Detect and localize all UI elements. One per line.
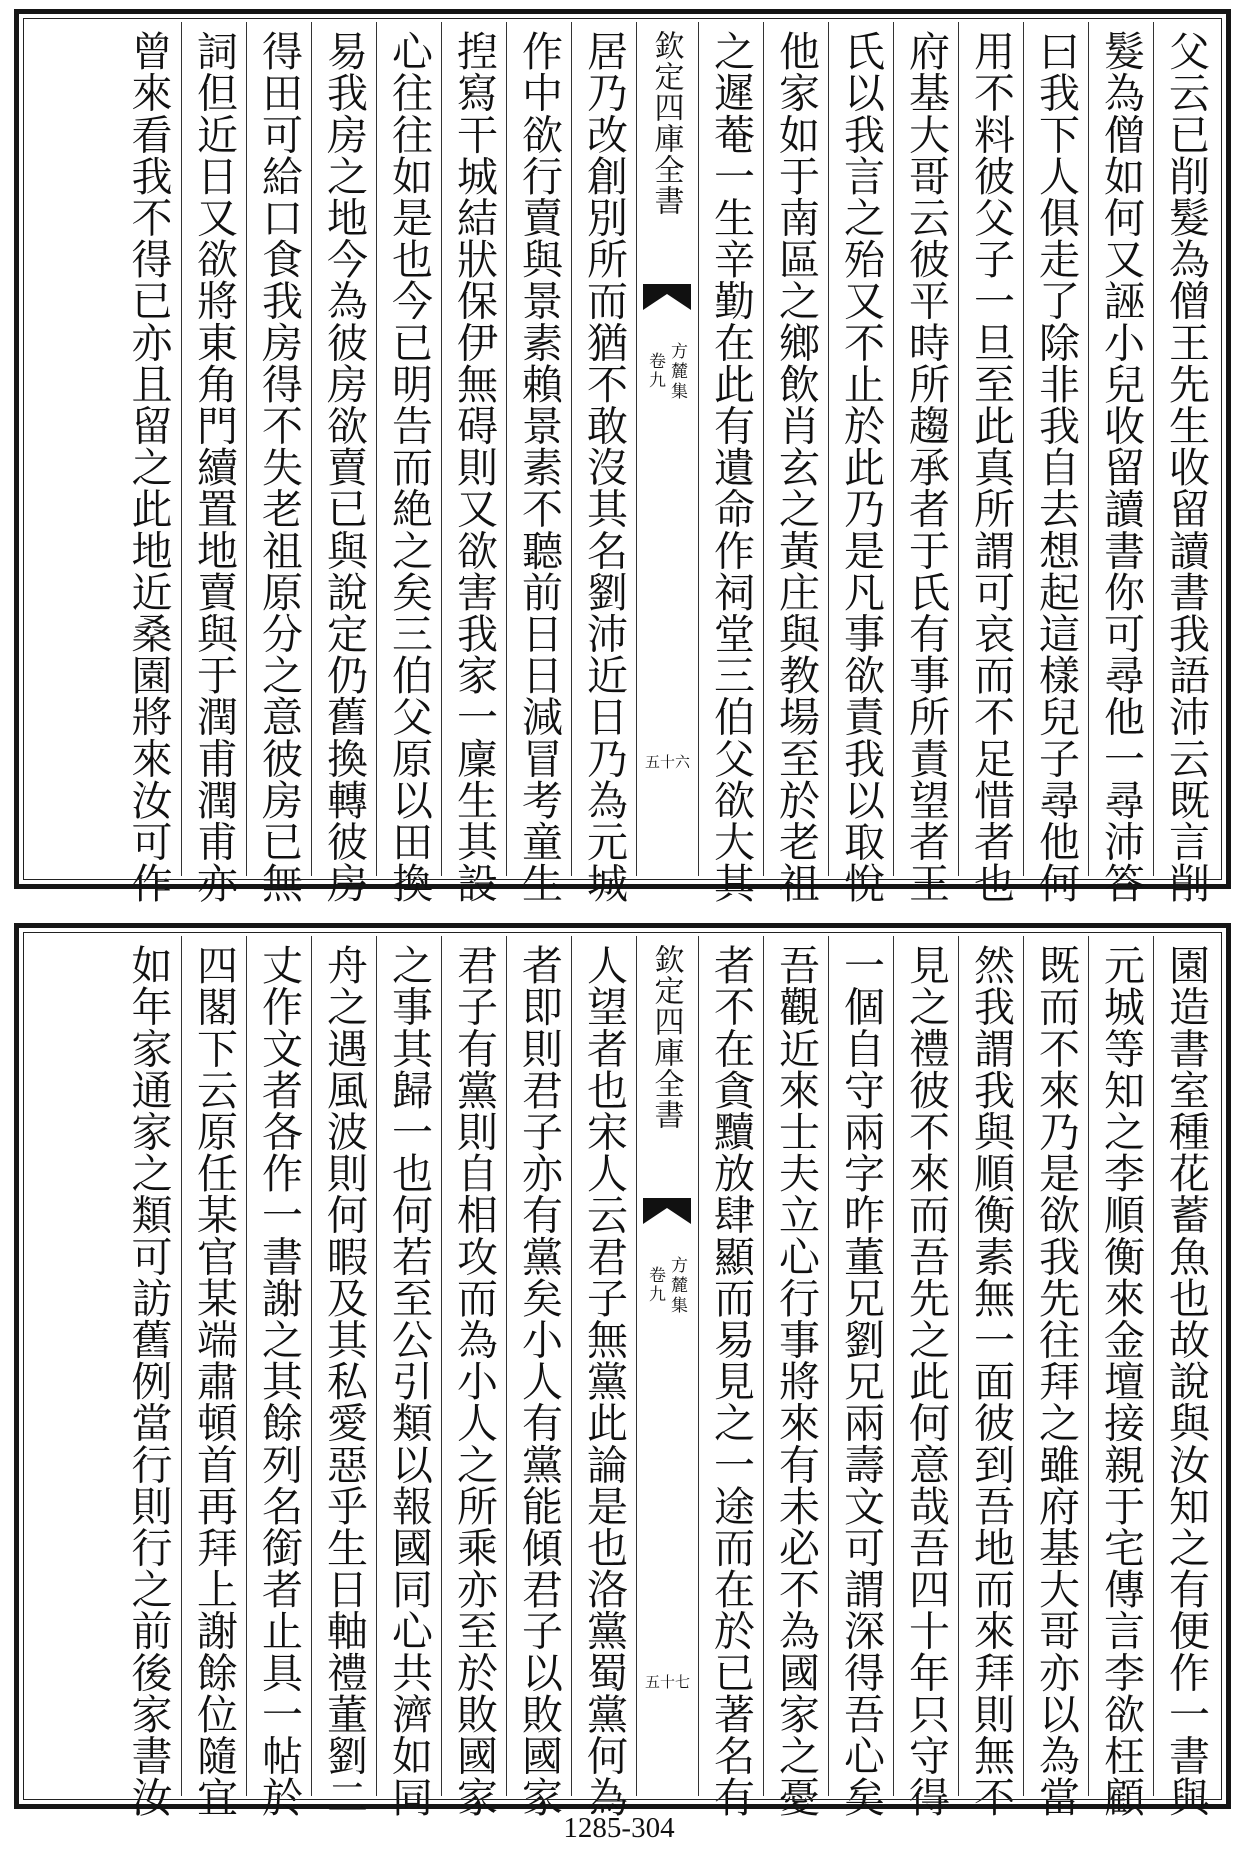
text-column <box>698 936 763 1818</box>
column-text: 居乃改創別所而猶不敢沒其名劉沛近日乃為元城 <box>580 30 628 904</box>
column-text: 者不在貪黷放肆顯而易見之一途而在於已著名有 <box>707 944 755 1818</box>
text-column <box>958 22 1023 904</box>
column-text: 父云已削髮為僧王先生收留讀書我語沛云既言削 <box>1162 30 1210 904</box>
column-text: 心往往如是也今已明告而絶之矣三伯父原以田換 <box>385 30 433 904</box>
text-column <box>246 22 311 904</box>
column-text: 四閣下云原任某官某端肅頓首再拜上謝餘位隨宜 <box>190 944 238 1818</box>
text-column <box>311 22 376 904</box>
collection-title: 欽定四庫全書 <box>648 30 684 216</box>
text-column <box>181 22 246 904</box>
column-text: 府基大哥云彼平時所趨承者于氏有事所責望者王 <box>902 30 950 904</box>
text-column <box>311 936 376 1818</box>
text-column <box>1088 936 1153 1818</box>
column-text: 如年家通家之類可訪舊例當行則行之前後家書汝 <box>124 944 173 1818</box>
text-column <box>1023 936 1088 1818</box>
text-column <box>246 936 311 1818</box>
text-column <box>828 22 893 904</box>
column-text: 君子有黨則自相攻而為小人之所乘亦至於敗國家 <box>450 944 498 1818</box>
fishtail-mark-icon <box>643 284 691 314</box>
text-column <box>893 936 958 1818</box>
column-text: 揑寫干城結狀保伊無碍則又欲害我家一廩生其設 <box>450 30 498 904</box>
text-column <box>506 22 571 904</box>
text-column <box>1088 22 1153 904</box>
book-title: 方麓集 <box>667 342 687 402</box>
column-text: 然我謂我與順衡素無一面彼到吾地而來拜則無不 <box>967 944 1015 1818</box>
collection-title: 欽定四庫全書 <box>648 944 684 1130</box>
column-text: 之遲菴一生辛勤在此有遺命作祠堂三伯父欲大其 <box>707 30 755 904</box>
text-column <box>506 936 571 1818</box>
text-column <box>571 22 636 904</box>
column-text: 之事其歸一也何若至公引類以報國同心共濟如同 <box>385 944 433 1818</box>
fold-center-column <box>636 22 698 876</box>
column-text: 吾觀近來士夫立心行事將來有未必不為國家之憂 <box>772 944 820 1818</box>
column-text: 詞但近日又欲將東角門續置地賣與于潤甫潤甫亦 <box>190 30 238 904</box>
text-column <box>571 936 636 1818</box>
column-text: 人望者也宋人云君子無黨此論是也洛黨蜀黨何為 <box>580 944 628 1818</box>
column-text: 園造書室種花蓄魚也故說與汝知之有便作一書與 <box>1162 944 1210 1818</box>
text-column <box>763 936 828 1818</box>
top-page <box>14 9 1231 904</box>
reference-page-number: 1285-304 <box>563 1812 675 1844</box>
top-page-columns <box>27 22 1218 904</box>
leaf-page-number: 五十六 <box>644 753 690 771</box>
text-column <box>376 936 441 1818</box>
column-text: 髮為僧如何又誣小兒收留讀書你可尋他一尋沛答 <box>1097 30 1145 904</box>
column-text: 曾來看我不得已亦且留之此地近桑園將來汝可作 <box>124 30 173 904</box>
column-text: 他家如于南區之鄉飲肖玄之黃庄與教場至於老祖 <box>772 30 820 904</box>
column-text: 丈作文者各作一書謝之其餘列名銜者止具一帖於 <box>255 944 303 1818</box>
column-text: 用不料彼父子一旦至此真所謂可哀而不足惜者也 <box>967 30 1015 904</box>
text-column <box>1153 22 1218 904</box>
column-text: 見之禮彼不來而吾先之此何意哉吾四十年只守得 <box>902 944 950 1818</box>
text-column <box>893 22 958 904</box>
column-text: 既而不來乃是欲我先往拜之雖府基大哥亦以為當 <box>1032 944 1080 1818</box>
volume-number: 卷九 <box>645 1266 665 1304</box>
text-column <box>958 936 1023 1818</box>
column-text: 元城等知之李順衡來金壇接親于宅傳言李欲枉顧 <box>1097 944 1145 1818</box>
text-column <box>698 22 763 904</box>
text-column <box>376 22 441 904</box>
leaf-page-number: 五十七 <box>644 1673 690 1691</box>
volume-number: 卷九 <box>645 352 665 390</box>
text-column <box>1153 936 1218 1818</box>
column-text: 氏以我言之殆又不止於此乃是凡事欲責我以取悅 <box>837 30 885 904</box>
text-column <box>441 936 506 1818</box>
column-text: 舟之遇風波則何暇及其私愛惡乎生日軸禮董劉二 <box>320 944 368 1818</box>
text-column <box>441 22 506 904</box>
column-text: 得田可給口食我房得不失老祖原分之意彼房已無 <box>255 30 303 904</box>
text-column <box>763 22 828 904</box>
book-title: 方麓集 <box>667 1256 687 1316</box>
text-column <box>181 936 246 1818</box>
text-column <box>116 936 181 1818</box>
text-column <box>1023 22 1088 904</box>
column-text: 曰我下人俱走了除非我自去想起這樣兒子尋他何 <box>1032 30 1080 904</box>
text-column <box>116 22 181 904</box>
bottom-page-columns <box>27 936 1218 1818</box>
column-text: 作中欲行賣與景素賴景素不聽前日日減冒考童生 <box>515 30 563 904</box>
bottom-page <box>14 923 1231 1818</box>
column-text: 者即則君子亦有黨矣小人有黨能傾君子以敗國家 <box>515 944 563 1818</box>
column-text: 一個自守兩字昨董兄劉兄兩壽文可謂深得吾心矣 <box>837 944 885 1818</box>
fishtail-mark-icon <box>643 1198 691 1228</box>
text-column <box>828 936 893 1818</box>
fold-center-column <box>636 936 698 1796</box>
column-text: 易我房之地今為彼房欲賣已與說定仍舊換轉彼房 <box>320 30 368 904</box>
